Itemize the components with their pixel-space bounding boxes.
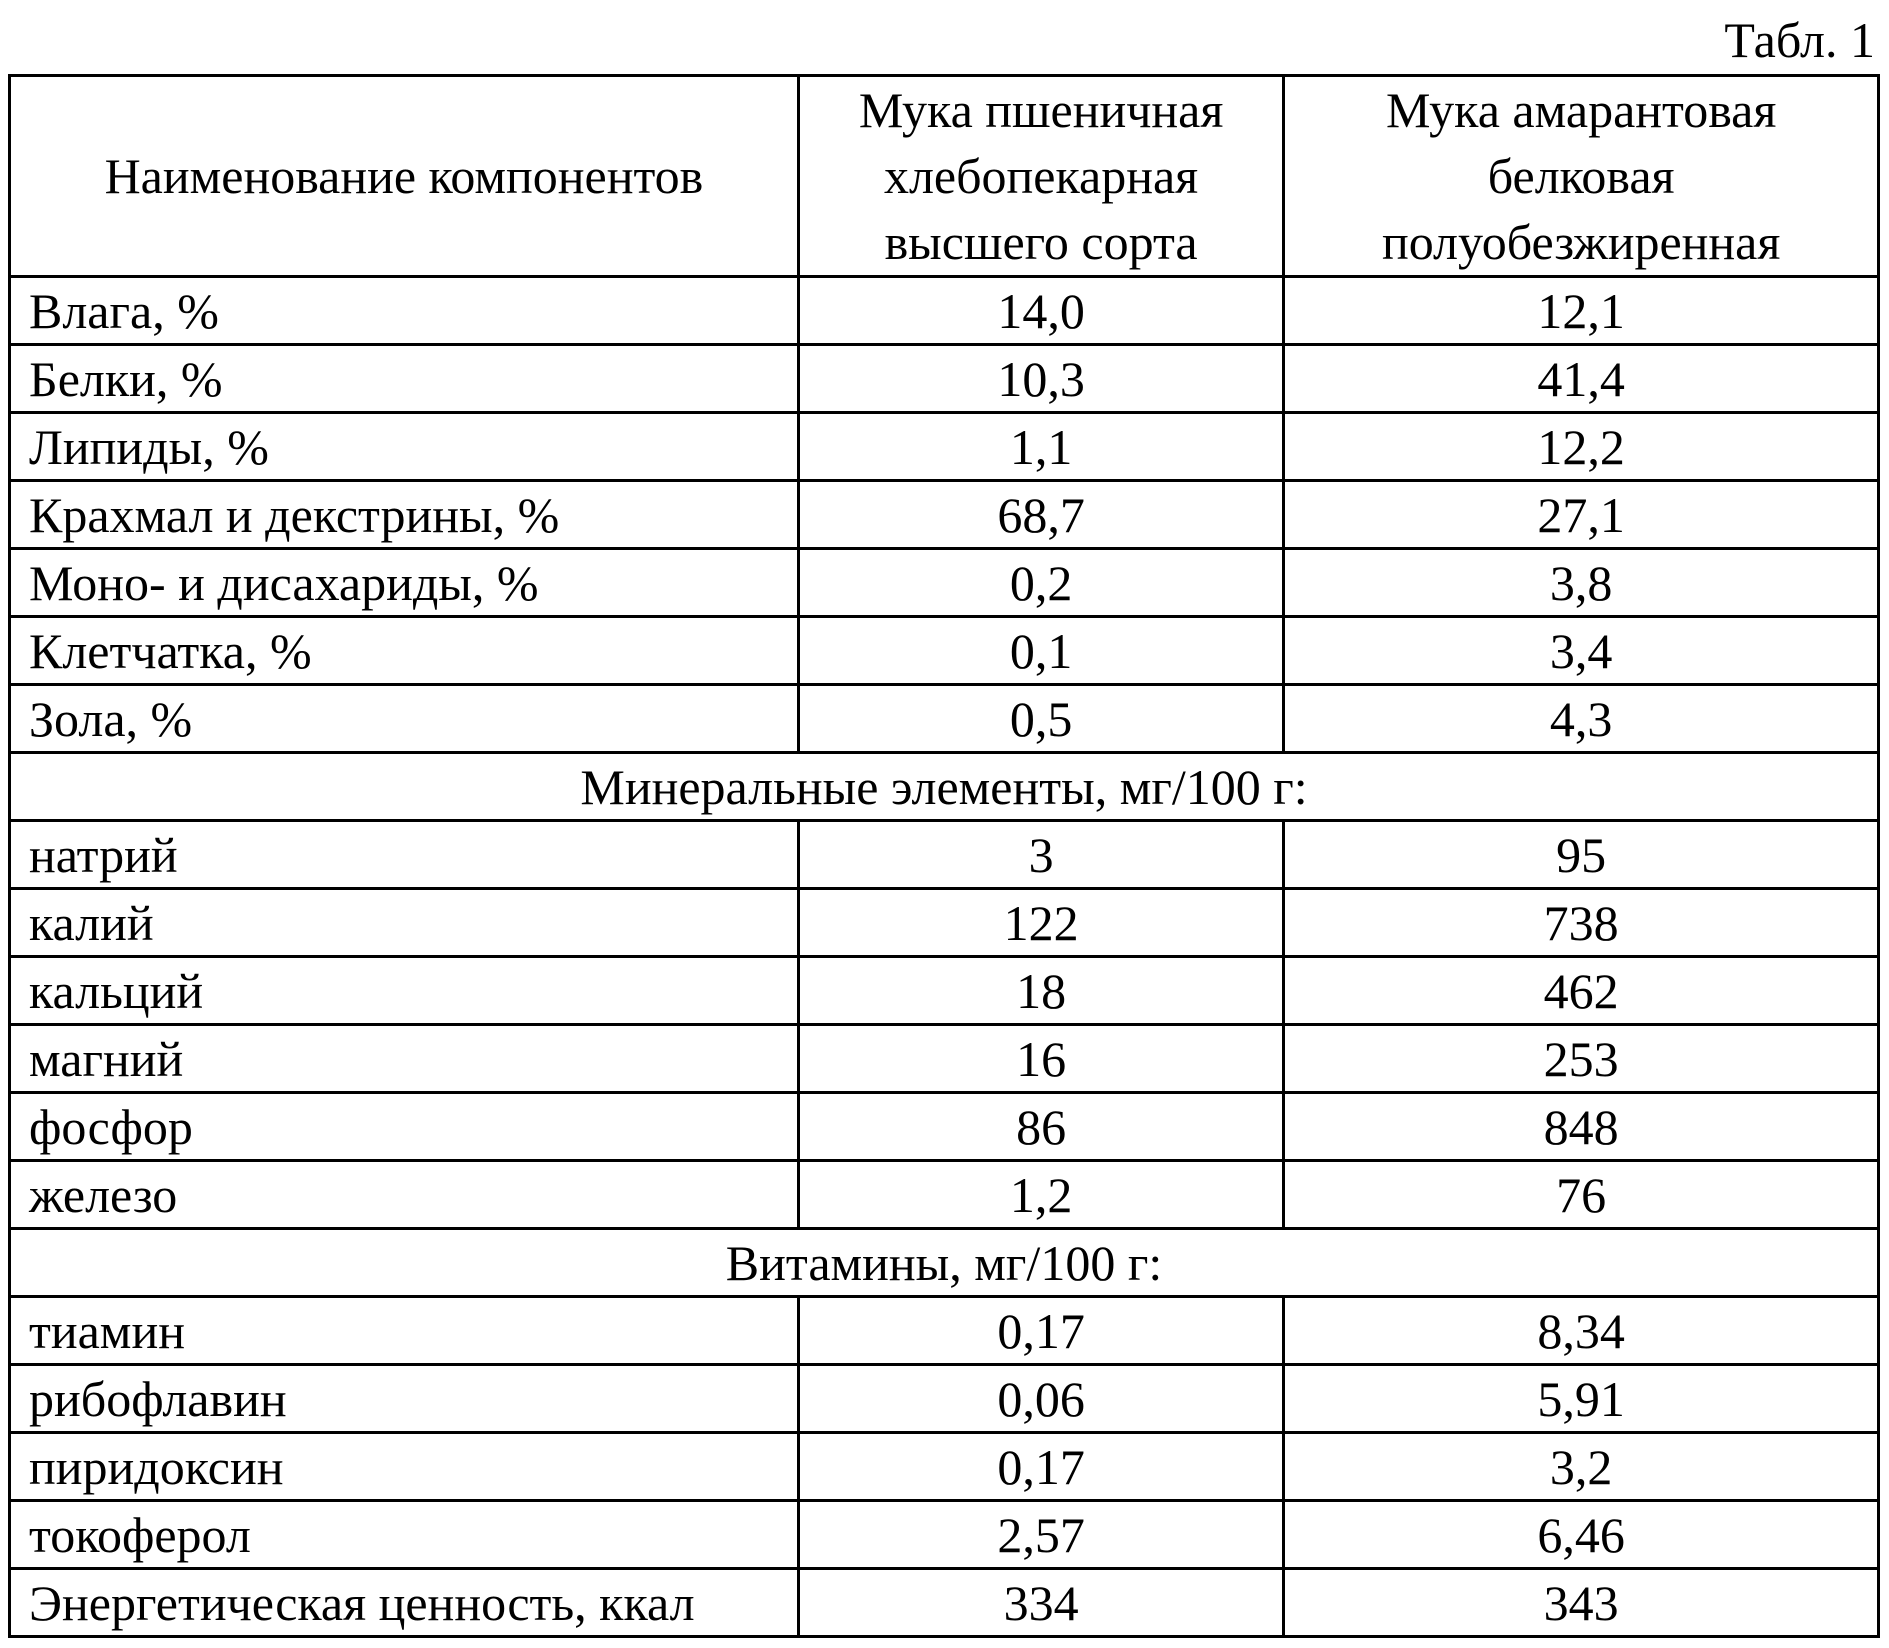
table-row: [10, 889, 1879, 957]
section-title-minerals: Минеральные элементы, мг/100 г:: [10, 753, 1879, 821]
table-row: [10, 685, 1879, 753]
table-row: [10, 1093, 1879, 1161]
wheat-value: 14,0: [798, 277, 1283, 345]
amaranth-value: 462: [1284, 957, 1879, 1025]
wheat-value: 3: [798, 821, 1283, 889]
header-wheat-flour: Мука пшеничная хлебопекарная высшего сорта: [798, 76, 1283, 277]
section-row-minerals: [10, 753, 1879, 821]
section-title-vitamins: Витамины, мг/100 г:: [10, 1229, 1879, 1297]
row-label: Моно- и дисахариды, %: [10, 549, 799, 617]
header-components: Наименование компонентов: [10, 76, 799, 277]
table-row: [10, 481, 1879, 549]
table-row: [10, 1433, 1879, 1501]
amaranth-value: 253: [1284, 1025, 1879, 1093]
amaranth-value: 41,4: [1284, 345, 1879, 413]
amaranth-value: 27,1: [1284, 481, 1879, 549]
amaranth-value: 8,34: [1284, 1297, 1879, 1365]
table-row: [10, 1161, 1879, 1229]
wheat-value: 10,3: [798, 345, 1283, 413]
amaranth-value: 12,2: [1284, 413, 1879, 481]
row-label: Крахмал и декстрины, %: [10, 481, 799, 549]
wheat-value: 18: [798, 957, 1283, 1025]
table-row: [10, 413, 1879, 481]
row-label: Клетчатка, %: [10, 617, 799, 685]
table-row: [10, 1365, 1879, 1433]
row-label: фосфор: [10, 1093, 799, 1161]
wheat-value: 0,17: [798, 1433, 1283, 1501]
table-row: [10, 617, 1879, 685]
wheat-value: 334: [798, 1569, 1283, 1637]
header-row: [10, 76, 1879, 277]
table-row: [10, 1025, 1879, 1093]
amaranth-value: 848: [1284, 1093, 1879, 1161]
amaranth-value: 3,2: [1284, 1433, 1879, 1501]
header-amaranth-flour: Мука амарантовая белковая полуобезжиренная: [1284, 76, 1879, 277]
row-label: магний: [10, 1025, 799, 1093]
wheat-value: 0,2: [798, 549, 1283, 617]
table-caption: Табл. 1: [1724, 12, 1875, 68]
table-row: [10, 345, 1879, 413]
wheat-value: 0,5: [798, 685, 1283, 753]
amaranth-value: 343: [1284, 1569, 1879, 1637]
amaranth-value: 3,4: [1284, 617, 1879, 685]
wheat-value: 86: [798, 1093, 1283, 1161]
row-label: Влага, %: [10, 277, 799, 345]
wheat-value: 0,17: [798, 1297, 1283, 1365]
composition-table: [8, 74, 1880, 1638]
wheat-value: 0,06: [798, 1365, 1283, 1433]
wheat-value: 68,7: [798, 481, 1283, 549]
amaranth-value: 76: [1284, 1161, 1879, 1229]
table-row: [10, 277, 1879, 345]
wheat-value: 1,1: [798, 413, 1283, 481]
amaranth-value: 95: [1284, 821, 1879, 889]
wheat-value: 2,57: [798, 1501, 1283, 1569]
row-label: пиридоксин: [10, 1433, 799, 1501]
row-label: рибофлавин: [10, 1365, 799, 1433]
wheat-value: 0,1: [798, 617, 1283, 685]
wheat-value: 122: [798, 889, 1283, 957]
table-row-energy: [10, 1569, 1879, 1637]
amaranth-value: 5,91: [1284, 1365, 1879, 1433]
amaranth-value: 4,3: [1284, 685, 1879, 753]
row-label: Энергетическая ценность, ккал: [10, 1569, 799, 1637]
amaranth-value: 12,1: [1284, 277, 1879, 345]
amaranth-value: 738: [1284, 889, 1879, 957]
amaranth-value: 6,46: [1284, 1501, 1879, 1569]
row-label: калий: [10, 889, 799, 957]
table-row: [10, 549, 1879, 617]
wheat-value: 1,2: [798, 1161, 1283, 1229]
row-label: железо: [10, 1161, 799, 1229]
row-label: тиамин: [10, 1297, 799, 1365]
section-row-vitamins: [10, 1229, 1879, 1297]
table-row: [10, 1501, 1879, 1569]
row-label: Зола, %: [10, 685, 799, 753]
table-row: [10, 957, 1879, 1025]
table-row: [10, 1297, 1879, 1365]
row-label: Липиды, %: [10, 413, 799, 481]
row-label: Белки, %: [10, 345, 799, 413]
table-body: [10, 76, 1879, 1637]
table-row: [10, 821, 1879, 889]
row-label: натрий: [10, 821, 799, 889]
amaranth-value: 3,8: [1284, 549, 1879, 617]
wheat-value: 16: [798, 1025, 1283, 1093]
row-label: токоферол: [10, 1501, 799, 1569]
row-label: кальций: [10, 957, 799, 1025]
